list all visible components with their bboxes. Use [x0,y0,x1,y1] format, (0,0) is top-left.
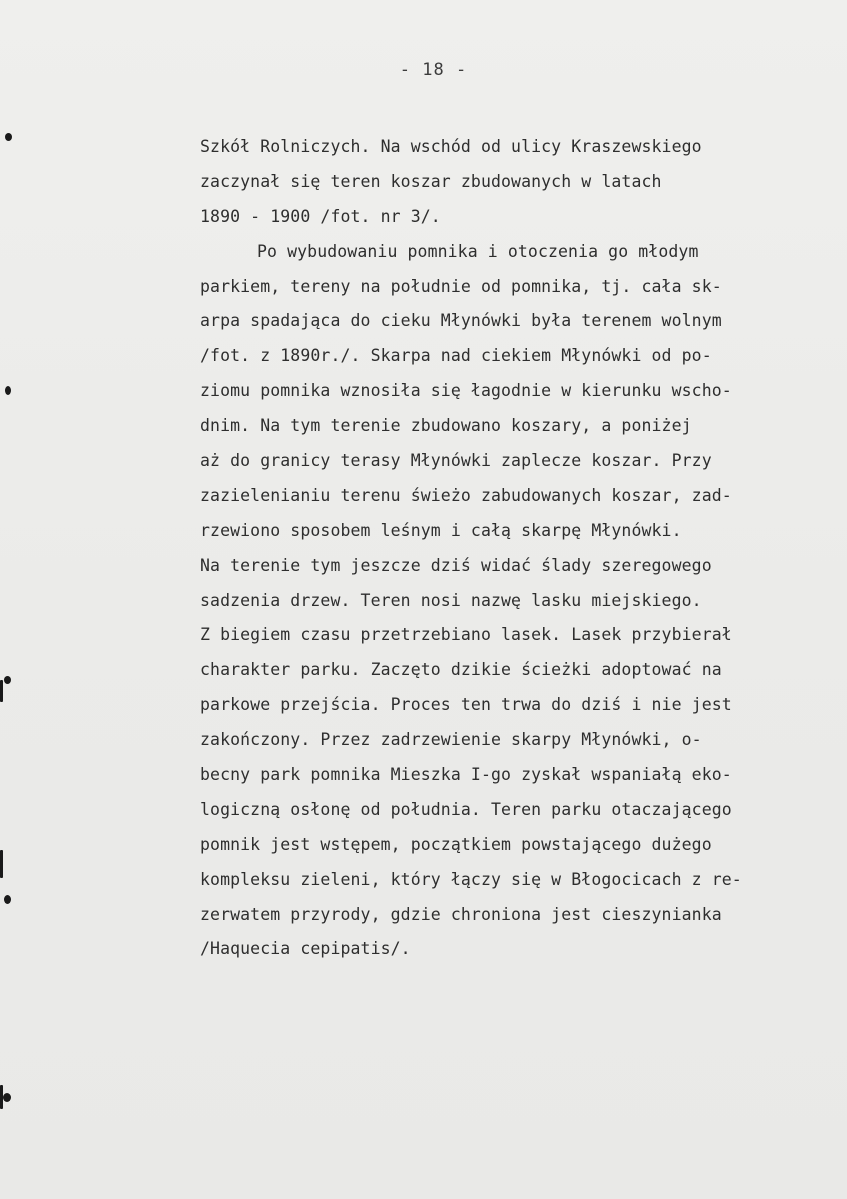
text-line: parkowe przejścia. Proces ten trwa do dziś i nie jest [200,695,732,715]
binder-edge-mark [0,850,3,878]
body-text [200,130,800,967]
text-line: /Haquecia cepipatis/. [200,939,411,959]
text-line: zerwatem przyrody, gdzie chroniona jest cieszynianka [200,904,722,924]
text-line: 1890 - 1900 /fot. nr 3/. [200,206,441,226]
text-line: Z biegiem czasu przetrzebiano lasek. Lasek przybierał [200,625,732,645]
binder-hole-mark [4,895,11,904]
text-line: Na terenie tym jeszcze dziś widać ślady szeregowego [200,555,712,575]
binder-hole-mark [5,386,11,395]
text-line: Szkół Rolniczych. Na wschód od ulicy Kraszewskiego [200,137,702,156]
text-line: parkiem, tereny na południe od pomnika, tj. cała sk- [200,276,722,296]
text-line: arpa spadająca do cieku Młynówki była terenem wolnym [200,311,722,331]
text-line: dnim. Na tym terenie zbudowano koszary, a poniżej [200,416,692,436]
text-line: charakter parku. Zaczęto dzikie ścieżki adoptować na [200,660,722,680]
binder-edge-mark [0,680,3,702]
text-line: zakończony. Przez zadrzewienie skarpy Młynówki, o- [200,730,702,750]
paragraph-start-line: Po wybudowaniu pomnika i otoczenia go młodym [257,241,699,261]
binder-hole-mark [4,676,11,684]
text-line: sadzenia drzew. Teren nosi nazwę lasku miejskiego. [200,590,702,610]
text-line: logiczną osłonę od południa. Teren parku otaczającego [200,799,732,819]
binder-hole-mark [5,133,12,141]
text-line: aż do granicy terasy Młynówki zaplecze koszar. Przy [200,451,712,471]
text-line: pomnik jest wstępem, początkiem powstającego dużego [200,834,712,854]
binder-edge-mark [0,1085,3,1109]
text-line: zazielenianiu terenu świeżo zabudowanych koszar, zad- [200,485,732,505]
text-line: zaczynał się teren koszar zbudowanych w latach [200,171,662,191]
text-line: ziomu pomnika wznosiła się łagodnie w kierunku wscho- [200,381,732,401]
binder-hole-mark [3,1093,11,1102]
text-line: becny park pomnika Mieszka I-go zyskał wspaniałą eko- [200,765,732,785]
page-number: - 18 - [399,60,468,80]
text-line: kompleksu zieleni, który łączy się w Błogocicach z re- [200,869,742,889]
text-line: /fot. z 1890r./. Skarpa nad ciekiem Młynówki od po- [200,346,712,366]
text-line: rzewiono sposobem leśnym i całą skarpę Młynówki. [200,520,682,540]
